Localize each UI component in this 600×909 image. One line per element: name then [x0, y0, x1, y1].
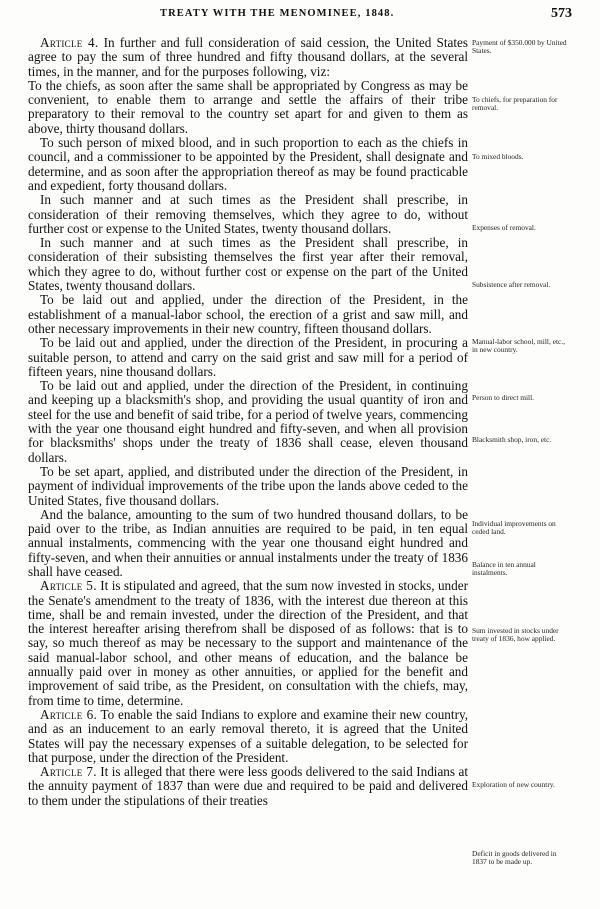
margin-note-balance: Balance in ten annual instalments. [472, 560, 536, 578]
paragraph-removal-expenses: In such manner and at such times as the President shall prescribe, in consideration of their removing themselves, which they agree to do, without further cost or expense to the United States, twenty thousand dollars. [28, 192, 468, 236]
margin-note-mill-person: Person to direct mill. [472, 393, 534, 402]
paragraph-balance: And the balance, amounting to the sum of two hundred thousand dollars, to be paid over to the tribe, as Indian annuities are required to be paid, in ten equal annual instalments, commencing with the year one thousand eight hundred and fifty-seven, and when their annuities or annual instalments under the treaty of 1836 shall have ceased. [28, 506, 468, 579]
paragraph-article-4: Article 4. In further and full consideration of said cession, the United States agree to pay the sum of three hundred and fifty thousand dollars, at the several times, in the manner, and for the purposes following, viz: [28, 35, 468, 79]
paragraph-chiefs: To the chiefs, as soon after the same shall be appropriated by Congress as may be convenient, to enable them to arrange and settle the affairs of their tribe preparatory to their removal to the country set apart for and given to them as above, thirty thousand dollars. [28, 77, 468, 136]
paragraph-blacksmith: To be laid out and applied, under the direction of the President, in continuing and keeping up a blacksmith's shop, and providing the usual quantity of iron and steel for the use and benefit of said tribe, for a period of twelve years, commencing with the year one thousand eight hundred and fifty-seven, and when all provision for blacksmiths' shops under the treaty of 1836 shall cease, eleven thousand dollars. [28, 378, 468, 465]
margin-note-subsistence: Subsistence after removal. [472, 280, 551, 289]
margin-note-manual-labor: Manual-labor school, mill, etc., in new country. [472, 337, 565, 355]
margin-note-removal: Expenses of removal. [472, 223, 536, 232]
margin-note-payment: Payment of $350.000 by United States. [472, 38, 567, 56]
paragraph-mixed-blood: To such person of mixed blood, and in such proportion to each as the chiefs in council, and a commissioner to be appointed by the President, shall designate and determine, and as soon after the appropriation thereof as may be found practicable and expedient, forty thousand dollars. [28, 135, 468, 193]
margin-note-mixed-bloods: To mixed bloods. [472, 152, 524, 161]
running-header [0, 6, 600, 24]
paragraph-mill-person: To be laid out and applied, under the direction of the President, in procuring a suitable person, to attend and carry on the said grist and saw mill for a period of fifteen years, nine thousand dollars. [28, 335, 468, 379]
paragraph-article-5: Article 5. It is stipulated and agreed, that the sum now invested in stocks, under the Senate's amendment to the treaty of 1836, with the interest due thereon at this time, shall be and remain invested, under the direction of the President, and that the interest hereafter arising therefrom shall be disposed of as follows: that is to say, so much thereof as may be necessary to the support and maintenance of the said manual-labor school, and other means of education, and the balance be annually paid over in money as other annuities, or applied for the benefit and improvement of said tribe, as the President, on consultation with the chiefs, may, from time to time, determine. [28, 578, 468, 708]
margin-note-deficit: Deficit in goods delivered in 1837 to be made up. [472, 849, 557, 867]
margin-note-stocks: Sum invested in stocks under treaty of 1836, how applied. [472, 626, 559, 644]
paragraph-manual-labor-school: To be laid out and applied, under the direction of the President, in the establishment of a manual-labor school, the erection of a grist and saw mill, and other necessary improvements in their new country, fifteen thousand dollars. [28, 292, 468, 336]
body-text [28, 36, 468, 808]
paragraph-improvements: To be set apart, applied, and distributed under the direction of the President, in payment of individual improvements of the tribe upon the lands above ceded to the United States, five thousand dollars. [28, 463, 468, 508]
paragraph-article-6: Article 6. To enable the said Indians to explore and examine their new country, and as an inducement to an early removal thereto, it is agreed that the United States will pay the necessary expenses of a suitable delegation, to be selected for that purpose, under the direction of the President. [28, 706, 468, 765]
margin-note-exploration: Exploration of new country. [472, 780, 555, 789]
paragraph-article-7: Article 7. It is alleged that there were less goods delivered to the said Indians at the annuity payment of 1837 than were due and required to be paid and delivered to them under the stipulations of their treaties [28, 764, 468, 808]
margin-note-improvements: Individual improvements on ceded land. [472, 519, 556, 537]
running-title: TREATY WITH THE MENOMINEE, 1848. [160, 8, 395, 19]
page-number: 573 [551, 6, 572, 21]
paragraph-subsistence: In such manner and at such times as the President shall prescribe, in consideration of their subsisting themselves the first year after their removal, which they agree to do, without further cost or expense on the part of the United States, twenty thousand dollars. [28, 235, 468, 294]
margin-note-chiefs: To chiefs, for preparation for removal. [472, 95, 558, 113]
margin-note-blacksmith: Blacksmith shop, iron, etc. [472, 435, 552, 444]
